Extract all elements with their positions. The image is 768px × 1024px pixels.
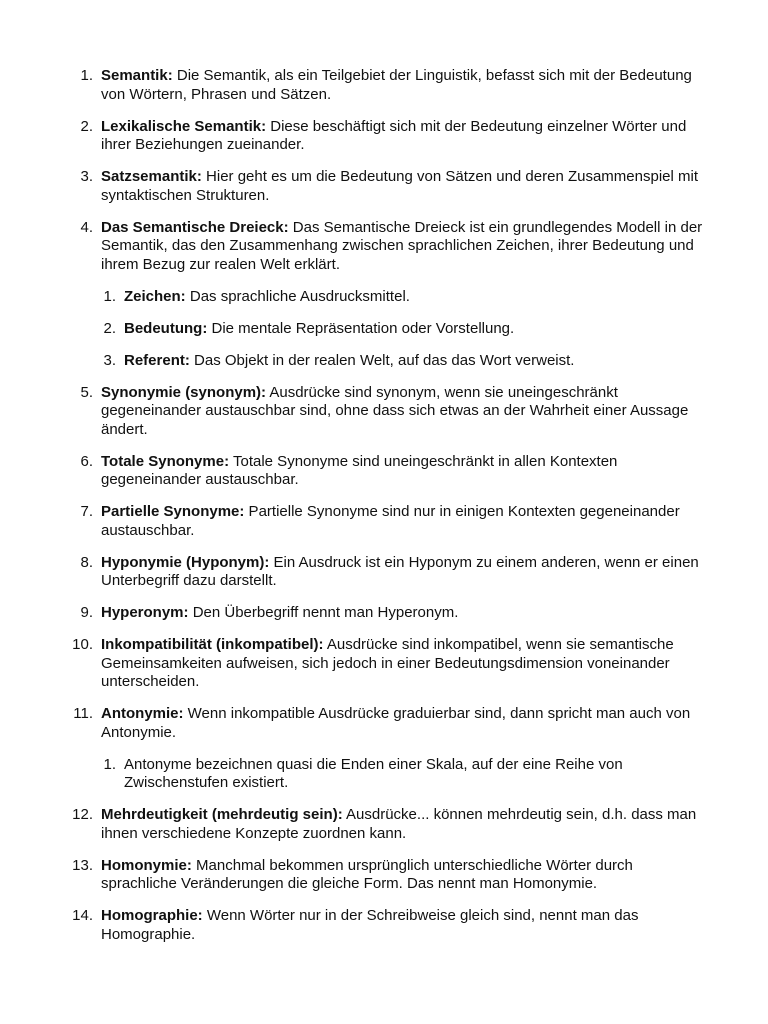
- list-number: 1.: [80, 67, 93, 84]
- term: Antonymie:: [101, 705, 184, 722]
- list-item: [0, 907, 708, 944]
- list-item: [0, 453, 708, 490]
- sub-list-item: [0, 352, 708, 371]
- list-item: [0, 604, 708, 623]
- sub-list-item: [0, 320, 708, 339]
- list-number: 11.: [73, 705, 93, 722]
- sub-list-item: [0, 288, 708, 307]
- term: Homographie:: [101, 907, 203, 924]
- sub-list-item: [0, 756, 708, 793]
- list-item: [0, 857, 708, 894]
- list-item: [0, 806, 708, 843]
- term: Partielle Synonyme:: [101, 503, 245, 520]
- definition: Partielle Synonyme sind nur in einigen Kontexten gegeneinander austauschbar.: [101, 503, 680, 539]
- list-number: 14.: [72, 907, 93, 924]
- list-number: 6.: [80, 452, 93, 470]
- term: Homonymie:: [101, 856, 192, 874]
- list-number: 10.: [72, 636, 93, 653]
- definition: Ausdrücke sind inkompatibel, wenn sie semantische Gemeinsamkeiten aufweisen, sich jedoch in einer Bedeutungsdimension voneinander unterscheiden.: [101, 636, 674, 690]
- term: Semantik:: [101, 67, 173, 84]
- list-number: 1.: [103, 287, 116, 305]
- term: Hyperonym:: [101, 604, 189, 621]
- list-number: 4.: [80, 218, 93, 236]
- list-number: 1.: [103, 755, 116, 773]
- term: Das Semantische Dreieck:: [101, 218, 289, 236]
- term: Hyponymie (Hyponym):: [101, 553, 270, 571]
- term: Lexikalische Semantik:: [101, 117, 267, 135]
- list-item: [0, 503, 708, 540]
- term: Synonymie (synonym):: [101, 383, 267, 401]
- list-number: 13.: [72, 856, 93, 874]
- list-number: 2.: [80, 117, 93, 135]
- list-number: 8.: [80, 553, 93, 571]
- list-item: [0, 219, 708, 275]
- term: Zeichen:: [124, 287, 186, 305]
- definition: Hier geht es um die Bedeutung von Sätzen und deren Zusammenspiel mit syntaktischen Strukturen.: [101, 168, 698, 204]
- definition: Diese beschäftigt sich mit der Bedeutung einzelner Wörter und ihrer Beziehungen zueinander.: [101, 117, 687, 153]
- list-item: [0, 554, 708, 591]
- list-item: [0, 705, 708, 742]
- definition: Totale Synonyme sind uneingeschränkt in allen Kontexten gegeneinander austauschbar.: [101, 452, 618, 488]
- definition: Die mentale Repräsentation oder Vorstellung.: [207, 319, 515, 337]
- list-number: 3.: [80, 168, 93, 185]
- list-number: 9.: [80, 604, 93, 621]
- list-item: [0, 168, 708, 205]
- term: Mehrdeutigkeit (mehrdeutig sein):: [101, 806, 343, 823]
- definition: Das Semantische Dreieck ist ein grundlegendes Modell in der Semantik, das den Zusammenhang zwischen sprachlichen Zeichen, ihrer Bedeutung und ihrem Bezug zur realen Welt erklärt.: [101, 218, 703, 273]
- list-item: [0, 118, 708, 155]
- definition: Den Überbegriff nennt man Hyperonym.: [188, 604, 459, 621]
- definition: Antonyme bezeichnen quasi die Enden einer Skala, auf der eine Reihe von Zwischenstufen existiert.: [124, 755, 623, 791]
- definition: Die Semantik, als ein Teilgebiet der Linguistik, befasst sich mit der Bedeutung von Wörtern, Phrasen und Sätzen.: [101, 67, 692, 103]
- list-item: [0, 67, 708, 104]
- list-number: 3.: [103, 351, 116, 369]
- definition: Ausdrücke sind synonym, wenn sie uneingeschränkt gegeneinander austauschbar sind, ohne dass sich etwas an der Wahrheit einer Aussage ändert.: [101, 383, 689, 438]
- term: Bedeutung:: [124, 319, 208, 337]
- term: Inkompatibilität (inkompatibel):: [101, 636, 324, 653]
- list-item: [0, 636, 708, 692]
- term: Referent:: [124, 351, 190, 369]
- list-number: 5.: [80, 383, 93, 401]
- term: Totale Synonyme:: [101, 452, 230, 470]
- definition: Wenn inkompatible Ausdrücke graduierbar sind, dann spricht man auch von Antonymie.: [101, 705, 691, 741]
- list-item: [0, 384, 708, 440]
- definition: Ein Ausdruck ist ein Hyponym zu einem anderen, wenn er einen Unterbegriff dazu darstellt.: [101, 553, 699, 589]
- list-number: 2.: [103, 319, 116, 337]
- definition: Wenn Wörter nur in der Schreibweise gleich sind, nennt man das Homographie.: [101, 907, 639, 943]
- list-number: 7.: [80, 503, 93, 520]
- definition: Das Objekt in der realen Welt, auf das das Wort verweist.: [189, 351, 575, 369]
- term: Satzsemantik:: [101, 168, 202, 185]
- list-number: 12.: [72, 806, 93, 823]
- definition: Das sprachliche Ausdrucksmittel.: [185, 287, 410, 305]
- definition: Ausdrücke... können mehrdeutig sein, d.h. dass man ihnen verschiedene Konzepte zuordnen kann.: [101, 806, 697, 842]
- definition: Manchmal bekommen ursprünglich unterschiedliche Wörter durch sprachliche Veränderungen die gleiche Form. Das nennt man Homonymie.: [101, 856, 633, 892]
